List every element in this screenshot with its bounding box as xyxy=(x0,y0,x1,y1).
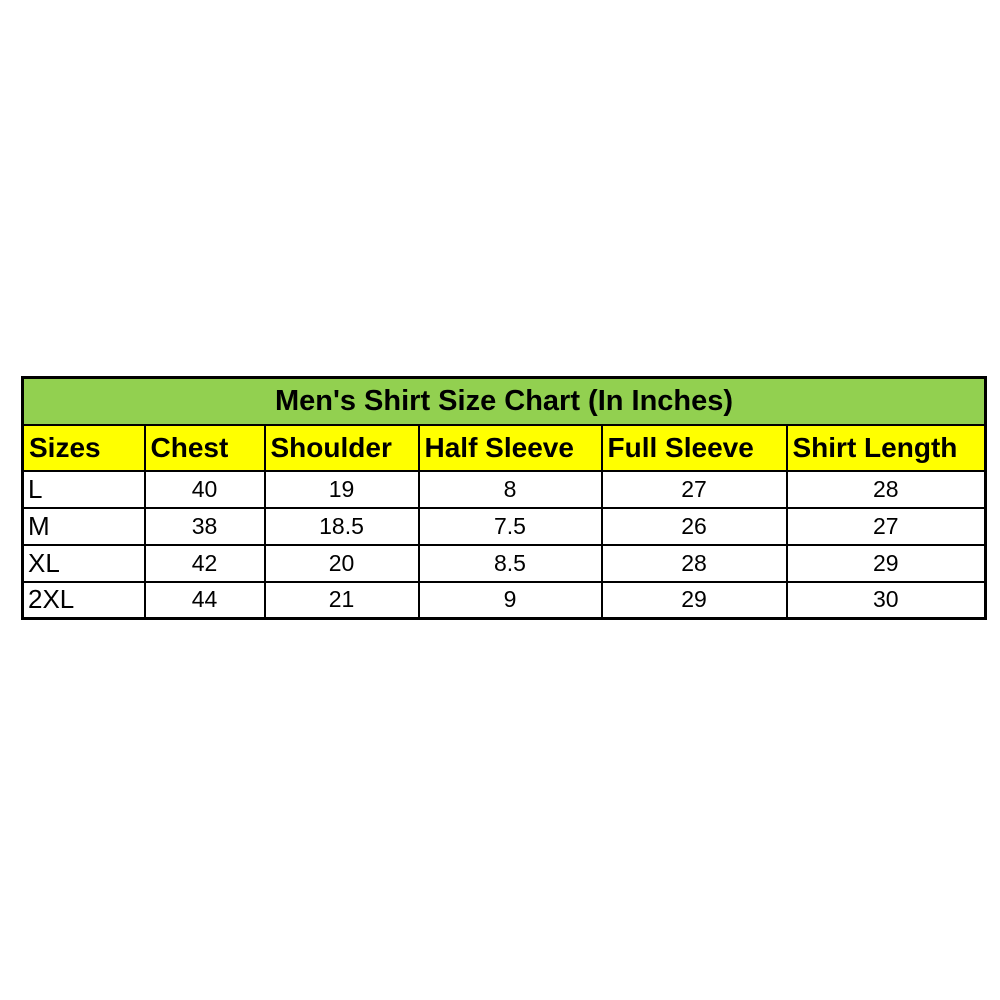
table-row xyxy=(23,545,986,582)
title-row xyxy=(23,378,986,425)
column-header-full-sleeve: Full Sleeve xyxy=(602,425,787,471)
value-cell: 29 xyxy=(602,582,787,619)
value-cell: 20 xyxy=(265,545,419,582)
value-cell: 21 xyxy=(265,582,419,619)
size-chart-table xyxy=(21,376,987,620)
table-row xyxy=(23,582,986,619)
column-header-half-sleeve: Half Sleeve xyxy=(419,425,602,471)
value-cell: 42 xyxy=(145,545,265,582)
value-cell: 9 xyxy=(419,582,602,619)
value-cell: 38 xyxy=(145,508,265,545)
value-cell: 40 xyxy=(145,471,265,508)
value-cell: 7.5 xyxy=(419,508,602,545)
size-label-cell: M xyxy=(23,508,145,545)
value-cell: 27 xyxy=(787,508,986,545)
header-row xyxy=(23,425,986,471)
value-cell: 28 xyxy=(602,545,787,582)
size-label-cell: 2XL xyxy=(23,582,145,619)
value-cell: 8 xyxy=(419,471,602,508)
column-header-shirt-length: Shirt Length xyxy=(787,425,986,471)
value-cell: 19 xyxy=(265,471,419,508)
table-title: Men's Shirt Size Chart (In Inches) xyxy=(23,378,986,425)
size-label-cell: XL xyxy=(23,545,145,582)
table-row xyxy=(23,471,986,508)
value-cell: 44 xyxy=(145,582,265,619)
value-cell: 30 xyxy=(787,582,986,619)
value-cell: 27 xyxy=(602,471,787,508)
column-header-chest: Chest xyxy=(145,425,265,471)
column-header-shoulder: Shoulder xyxy=(265,425,419,471)
value-cell: 29 xyxy=(787,545,986,582)
value-cell: 8.5 xyxy=(419,545,602,582)
column-header-sizes: Sizes xyxy=(23,425,145,471)
value-cell: 28 xyxy=(787,471,986,508)
value-cell: 26 xyxy=(602,508,787,545)
value-cell: 18.5 xyxy=(265,508,419,545)
table-row xyxy=(23,508,986,545)
size-label-cell: L xyxy=(23,471,145,508)
